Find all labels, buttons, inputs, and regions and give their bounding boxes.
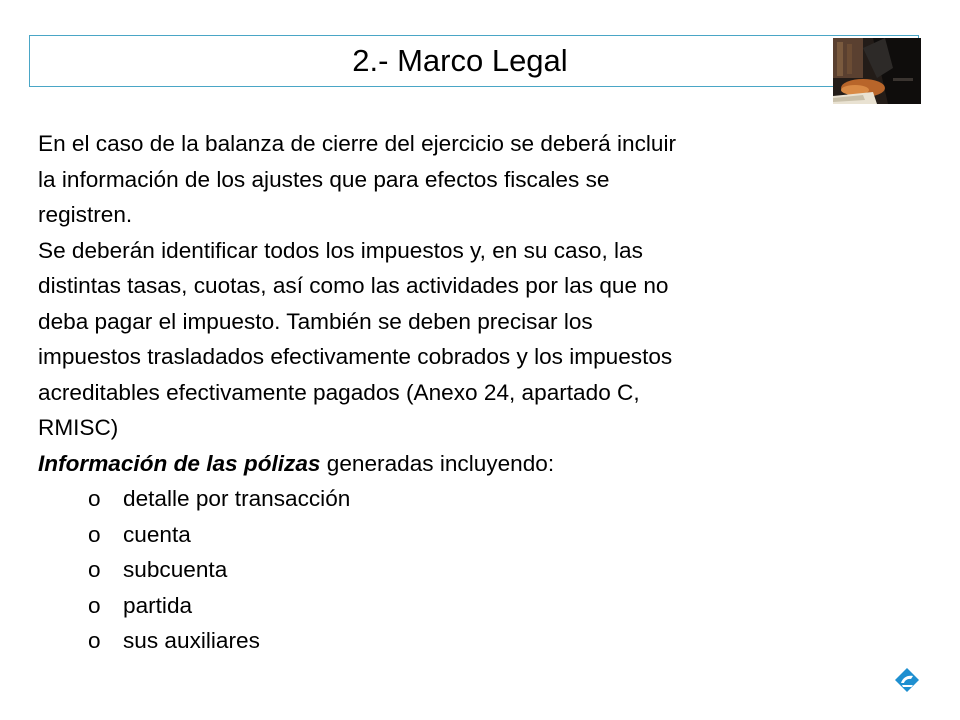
polizas-heading	[38, 446, 878, 482]
body-line: deba pagar el impuesto. También se deben precisar los	[38, 308, 593, 334]
list-item-label: partida	[123, 592, 193, 618]
polizas-heading-emphasis: Información de las pólizas	[38, 450, 321, 476]
list-item	[38, 623, 878, 659]
brand-logo-icon	[894, 667, 920, 693]
polizas-heading-rest: generadas incluyendo:	[320, 450, 555, 476]
body-line: Se deberán identificar todos los impuestos y, en su caso, las	[38, 237, 643, 263]
list-item-label: subcuenta	[123, 557, 228, 582]
body-line: RMISC)	[38, 415, 119, 440]
body-line: registren.	[38, 202, 133, 227]
body-line: En el caso de la balanza de cierre del ejercicio se deberá incluir	[38, 131, 677, 156]
list-item-label: cuenta	[123, 521, 191, 547]
list-item	[38, 552, 878, 588]
slide-body	[38, 126, 878, 659]
bullet-marker: o	[88, 521, 101, 547]
bullet-list	[38, 481, 878, 659]
bullet-marker: o	[88, 557, 101, 582]
list-item	[38, 481, 878, 517]
list-item-label: sus auxiliares	[123, 628, 260, 653]
body-line: acreditables efectivamente pagados (Anexo 24, apartado C,	[38, 379, 640, 405]
list-item	[38, 517, 878, 553]
body-line: impuestos trasladados efectivamente cobrados y los impuestos	[38, 344, 673, 369]
title-bar	[29, 35, 919, 87]
bullet-marker: o	[88, 486, 101, 511]
body-line: distintas tasas, cuotas, así como las actividades por las que no	[38, 273, 669, 298]
list-item	[38, 588, 878, 624]
legal-photo	[833, 38, 921, 104]
bullet-marker: o	[88, 628, 101, 653]
slide-title: 2.- Marco Legal	[352, 43, 568, 78]
bullet-marker: o	[88, 592, 101, 618]
list-item-label: detalle por transacción	[123, 486, 351, 511]
body-line: la información de los ajustes que para efectos fiscales se	[38, 166, 610, 192]
